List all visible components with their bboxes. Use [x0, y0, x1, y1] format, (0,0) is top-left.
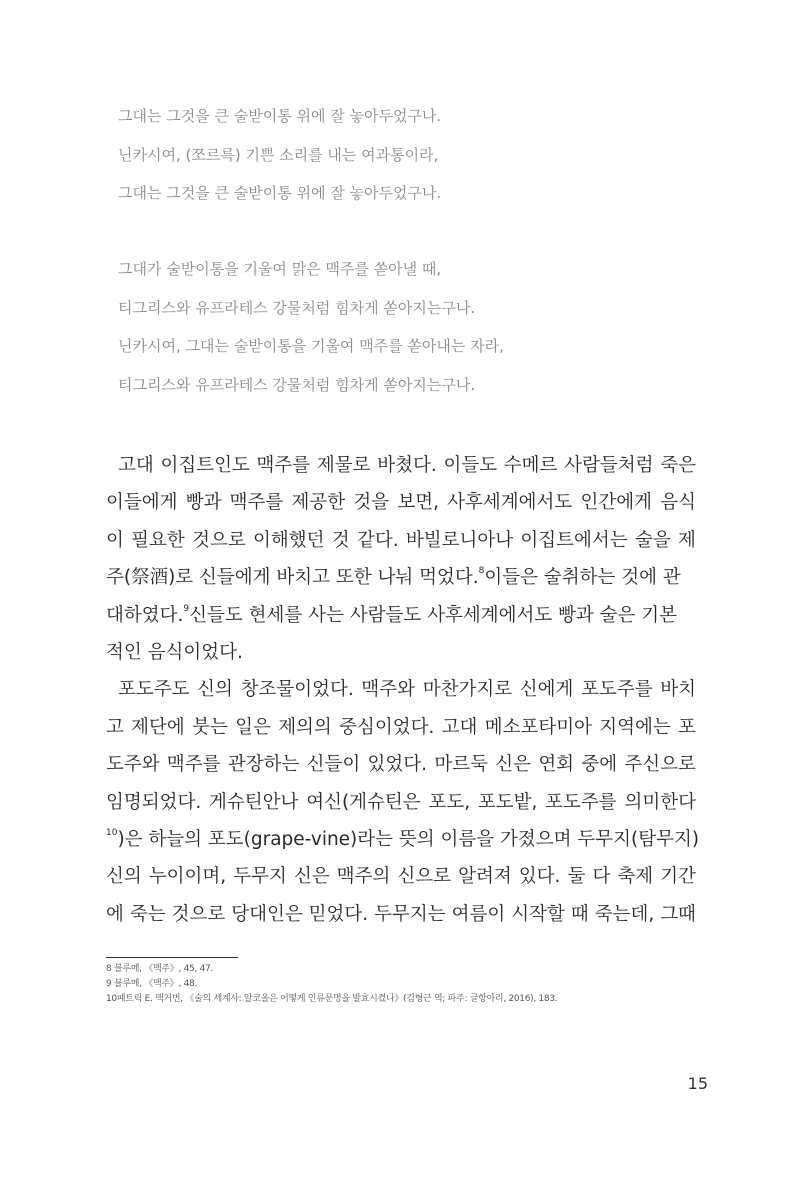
word: 사후세계에서도: [447, 492, 573, 514]
word: 당대인은: [231, 903, 303, 925]
body-text-segment: 주(祭酒)로 신들에게 바치고 또한 나눠 먹었다.: [106, 567, 479, 589]
poem-stanza-1: [118, 97, 738, 213]
word: 제의의: [278, 716, 332, 738]
word: 마르둑: [434, 754, 488, 776]
word: 둘: [567, 866, 586, 888]
word: 술을: [634, 529, 671, 551]
word: 포도밭,: [477, 791, 538, 813]
word: 같다.: [356, 529, 399, 551]
word: 축제: [617, 866, 654, 888]
word: 이: [106, 529, 124, 551]
word: 때: [570, 903, 589, 925]
word: 신의: [106, 866, 142, 888]
word: 죽은: [660, 455, 696, 476]
word: 빵과: [185, 492, 222, 514]
word: 있다.: [518, 866, 561, 888]
word: 포도주를: [545, 791, 617, 813]
word: 있었다.: [367, 754, 428, 776]
word: 바치: [660, 679, 696, 701]
word: 이들도: [443, 455, 498, 476]
word: 여신(게슈틴은: [306, 791, 421, 813]
word: 신의: [197, 679, 233, 701]
word: 창조물이었다.: [240, 679, 354, 701]
word: 맥주와: [361, 679, 416, 701]
footnote-marker: 10: [106, 827, 118, 838]
word: 음식: [660, 492, 696, 514]
word: 맥주를: [166, 754, 221, 776]
poem-line: 그대가 술받이통을 기울여 맑은 맥주를 쏟아낼 때,: [118, 260, 442, 278]
word: 신들이: [306, 754, 361, 776]
word: 포도,: [428, 791, 471, 813]
word: 것으로: [192, 529, 246, 551]
body-text-segment: )은 하늘의 포도(grape-vine)라는 뜻의 이름을 가졌으며 두무지(탐무지): [117, 828, 700, 850]
word: 이집트에서는: [520, 529, 628, 551]
word: 붓는: [192, 716, 228, 738]
body-line: [106, 896, 696, 933]
word: 것으로: [171, 903, 226, 925]
word: 다: [592, 866, 611, 888]
word: 믿었다.: [308, 903, 369, 925]
word: 맥주의: [336, 866, 391, 888]
body-line: 적인 음식이었다.: [106, 641, 243, 663]
body-line: [106, 746, 696, 783]
body-line: [106, 522, 696, 559]
word: 관장하는: [227, 754, 300, 776]
word: 그때: [660, 903, 696, 925]
word: 신은: [495, 754, 532, 776]
word: 중에: [581, 754, 618, 776]
word: 바쳤다.: [377, 455, 437, 476]
poem-line: 닌카시여, (쪼르륵) 기쁜 소리를 내는 여과통이라,: [118, 145, 439, 164]
word: 고: [106, 716, 124, 738]
word: 마찬가지로: [422, 679, 513, 701]
word: 포도주를: [581, 679, 653, 701]
word: 시작할: [511, 903, 565, 925]
word: 신은: [293, 866, 330, 888]
footnote-divider: [106, 957, 238, 958]
word: 사람들처럼: [564, 455, 654, 476]
word: 임명되었다.: [106, 791, 202, 813]
word: 여름이: [451, 903, 506, 925]
word: 수메르: [503, 455, 558, 476]
word: 이집트인도: [160, 455, 250, 476]
poem-stanza-2: [118, 250, 738, 404]
body-text-segment: 이들은 술취하는 것에 관: [484, 567, 681, 589]
word: 것: [331, 529, 350, 551]
body-line: [106, 784, 696, 821]
word: 연회: [538, 754, 575, 776]
poem-line: 그대는 그것을 큰 술받이통 위에 잘 놓아두었구나.: [118, 184, 442, 202]
body-line: [106, 671, 696, 708]
word: 보면,: [397, 492, 439, 514]
footnote-item: 10패트릭 E. 맥거번, 《술의 세계사: 알코올은 어떻게 인류문명을 발효시켰나》(김형근 역; 파주: 글항아리, 2016), 183.: [106, 994, 558, 1004]
body-line: [106, 597, 696, 634]
word: 이들에게: [106, 492, 178, 514]
poem-line: 티그리스와 유프라테스 강물처럼 힘차게 쏟아지는구나.: [118, 298, 476, 317]
word: 맥주를: [256, 455, 311, 476]
footnote-item: 8 블루메, 《맥주》, 45, 47.: [106, 964, 213, 974]
word: 제: [678, 529, 696, 551]
body-line: [106, 709, 696, 746]
word: 일은: [235, 716, 271, 738]
word: 신에게: [519, 679, 574, 701]
word: 바빌로니아나: [405, 529, 514, 551]
word: 죽는: [129, 903, 166, 925]
body-text-segment: 대하였다.: [106, 604, 184, 626]
footnote-marker: 9: [183, 603, 190, 614]
word: 중심이었다.: [339, 716, 435, 738]
word: 누이이며,: [148, 866, 227, 888]
word: 맥주를: [229, 492, 284, 514]
word: 의미한다: [624, 791, 696, 813]
body-text-segment: 신들도 현세를 사는 사람들도 사후세계에서도 빵과 술은 기본: [189, 604, 678, 626]
body-line: [106, 559, 696, 596]
footnote-marker: 8: [478, 566, 485, 577]
word: 에: [106, 903, 124, 925]
poem-line: 닌카시여, 그대는 술받이통을 기울여 맥주를 쏟아내는 자라,: [118, 337, 504, 355]
word: 포: [678, 716, 696, 738]
word: 알려져: [458, 866, 512, 888]
word: 두무지는: [374, 903, 446, 925]
page-number: 15: [687, 1074, 708, 1093]
word: 주신으로: [624, 754, 696, 776]
word: 필요한: [131, 529, 185, 551]
word: 이해했던: [253, 529, 325, 551]
body-line: [106, 821, 700, 858]
footnote-item: 9 블루메, 《맥주》, 48.: [106, 979, 198, 989]
word: 인간에게: [580, 492, 652, 514]
word: 도주와: [106, 754, 160, 776]
word: 게슈틴안나: [209, 791, 299, 813]
word: 두무지: [233, 866, 287, 888]
body-line: [106, 447, 696, 484]
footnotes: [106, 962, 557, 1007]
body-line: [106, 858, 696, 895]
word: 기간: [660, 866, 696, 888]
word: 고대: [118, 455, 154, 476]
word: 제공한: [291, 492, 346, 514]
word: 메소포타미아: [484, 716, 592, 738]
word: 고대: [441, 716, 478, 738]
poem-line: 티그리스와 유프라테스 강물처럼 힘차게 쏟아지는구나.: [118, 375, 476, 394]
poem-line: 그대는 그것을 큰 술받이통 위에 잘 놓아두었구나.: [118, 107, 442, 125]
word: 포도주도: [118, 679, 190, 701]
word: 제물로: [316, 455, 371, 476]
word: 제단에: [131, 716, 185, 738]
word: 지역에는: [599, 716, 671, 738]
word: 죽는데,: [594, 903, 655, 925]
word: 신으로: [397, 866, 452, 888]
body-line: [106, 484, 696, 521]
word: 것을: [353, 492, 390, 514]
body-text: [106, 447, 700, 933]
